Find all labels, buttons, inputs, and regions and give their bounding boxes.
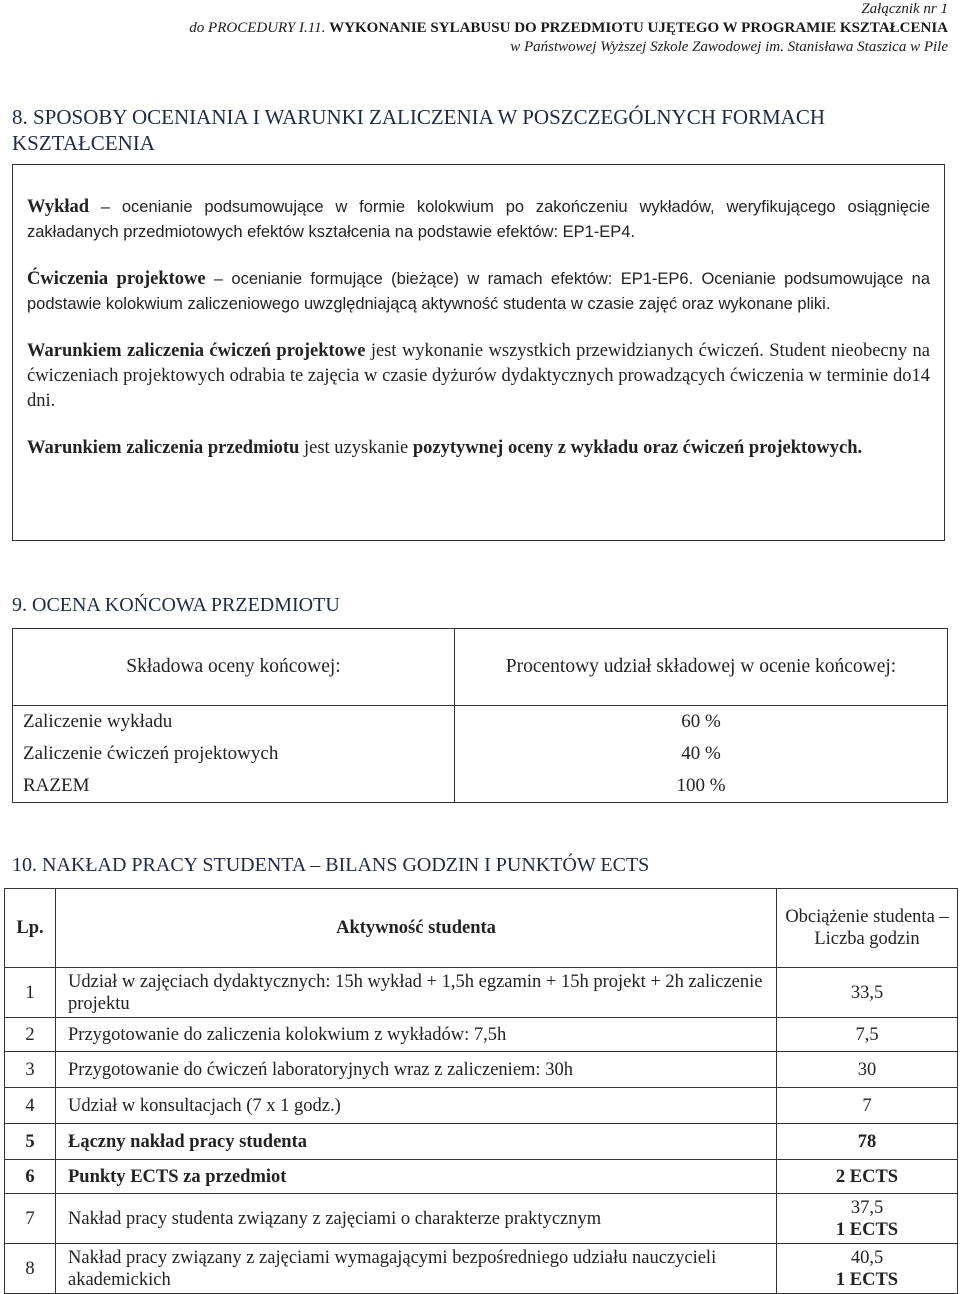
activity-text: Punkty ECTS za przedmiot <box>56 1160 777 1194</box>
exercise-condition-paragraph: Warunkiem zaliczenia ćwiczeń projektowe jest wykonanie wszystkich przewidzianych ćwiczeń. Student nieobecny na ćwiczeniach projektowych odrabia te zajęcia w czasie dyżurów dydaktycznych prowadzących ćwiczenia w terminie do14 dni. <box>27 341 930 411</box>
ects-value: 1 ECTS <box>835 1269 899 1290</box>
row-number: 1 <box>5 968 56 1018</box>
grade-component-percent: 40 % <box>455 738 948 770</box>
load-value: 33,5 <box>777 968 958 1018</box>
grade-component-label: Zaliczenie ćwiczeń projektowych <box>13 738 455 770</box>
institution-line: w Państwowej Wyższej Szkole Zawodowej im. Stanisława Staszica w Pile <box>510 39 948 55</box>
table-row <box>5 968 958 1018</box>
activity-text: Udział w zajęciach dydaktycznych: 15h wykład + 1,5h egzamin + 15h projekt + 2h zaliczenie projektu <box>56 968 777 1018</box>
load-value: 2 ECTS <box>777 1160 958 1194</box>
table-row <box>5 1052 958 1088</box>
table-row <box>5 1088 958 1124</box>
table-row-ects <box>5 1160 958 1194</box>
table-row <box>13 738 948 770</box>
grade-component-label: Zaliczenie wykładu <box>13 706 455 739</box>
ects-value: 1 ECTS <box>835 1219 899 1240</box>
section9-title: 9. OCENA KOŃCOWA PRZEDMIOTU <box>12 594 340 616</box>
load-value <box>777 1194 958 1244</box>
row-number: 5 <box>5 1124 56 1160</box>
activity-text: Przygotowanie do zaliczenia kolokwium z wykładów: 7,5h <box>56 1018 777 1052</box>
course-condition-paragraph: Warunkiem zaliczenia przedmiotu jest uzyskanie pozytywnej oceny z wykładu oraz ćwiczeń projektowych. <box>27 438 863 458</box>
procedure-line: do PROCEDURY I.11. WYKONANIE SYLABUSU DO PRZEDMIOTU UJĘTEGO W PROGRAMIE KSZTAŁCENIA <box>189 20 948 36</box>
load-value: 30 <box>777 1052 958 1088</box>
activity-text: Nakład pracy studenta związany z zajęciami o charakterze praktycznym <box>56 1194 777 1244</box>
workload-table <box>4 888 958 1294</box>
row-number: 2 <box>5 1018 56 1052</box>
section8-box <box>12 164 945 541</box>
project-exercises-paragraph: Ćwiczenia projektowe – ocenianie formujące (bieżące) w ramach efektów: EP1-EP6. Ocenianie podsumowujące na podstawie kolokwium zaliczeniowego uwzględniającą aktywność studenta w czasie zajęć oraz wykonane pliki. <box>27 269 931 313</box>
activity-text: Udział w konsultacjach (7 x 1 godz.) <box>56 1088 777 1124</box>
section10-title: 10. NAKŁAD PRACY STUDENTA – BILANS GODZIN I PUNKTÓW ECTS <box>12 854 650 876</box>
grade-component-percent: 60 % <box>455 706 948 739</box>
table-row <box>13 706 948 739</box>
document-header <box>189 0 948 57</box>
row-number: 4 <box>5 1088 56 1124</box>
table-header-row <box>13 629 948 706</box>
hours-value: 40,5 <box>850 1247 884 1268</box>
column-header-activity: Aktywność studenta <box>56 889 777 968</box>
load-value: 78 <box>777 1124 958 1160</box>
activity-text: Przygotowanie do ćwiczeń laboratoryjnych wraz z zaliczeniem: 30h <box>56 1052 777 1088</box>
table-row <box>5 1194 958 1244</box>
column-header-lp: Lp. <box>5 889 56 968</box>
activity-text: Łączny nakład pracy studenta <box>56 1124 777 1160</box>
table-row <box>5 1244 958 1294</box>
load-value: 7,5 <box>777 1018 958 1052</box>
column-header-component: Składowa oceny końcowej: <box>13 629 455 706</box>
grade-component-percent: 100 % <box>455 770 948 803</box>
grade-component-label: RAZEM <box>13 770 455 803</box>
table-row-total <box>13 770 948 803</box>
lecture-paragraph: Wykład – ocenianie podsumowujące w formie kolokwium po zakończeniu wykładów, weryfikującego osiągnięcie zakładanych przedmiotowych efektów kształcenia na podstawie efektów: EP1-EP4. <box>27 197 930 241</box>
annex-label: Załącznik nr 1 <box>861 1 948 17</box>
column-header-percentage: Procentowy udział składowej w ocenie końcowej: <box>455 629 948 706</box>
hours-value: 37,5 <box>850 1197 884 1218</box>
row-number: 3 <box>5 1052 56 1088</box>
row-number: 7 <box>5 1194 56 1244</box>
row-number: 8 <box>5 1244 56 1294</box>
load-value <box>777 1244 958 1294</box>
final-grade-table <box>12 628 948 803</box>
table-row-total <box>5 1124 958 1160</box>
load-value: 7 <box>777 1088 958 1124</box>
section8-title: 8. SPOSOBY OCENIANIA I WARUNKI ZALICZENIA W POSZCZEGÓLNYCH FORMACH KSZTAŁCENIA <box>12 105 826 155</box>
column-header-load: Obciążenie studenta – Liczba godzin <box>777 889 958 968</box>
activity-text: Nakład pracy związany z zajęciami wymagającymi bezpośredniego udziału nauczycieli akademickich <box>56 1244 777 1294</box>
table-row <box>5 1018 958 1052</box>
table-header-row <box>5 889 958 968</box>
row-number: 6 <box>5 1160 56 1194</box>
